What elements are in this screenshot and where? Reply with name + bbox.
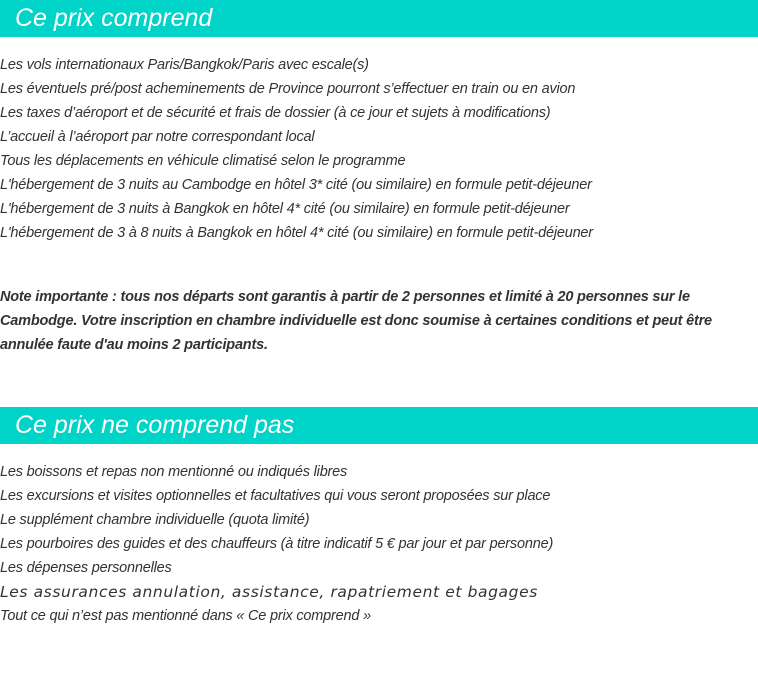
list-item: Le supplément chambre individuelle (quota limité) (0, 512, 310, 528)
includes-list (0, 53, 758, 245)
list-item: Tout ce qui n’est pas mentionné dans « Ce prix comprend » (0, 608, 371, 624)
list-item: Les vols internationaux Paris/Bangkok/Paris avec escale(s) (0, 57, 369, 73)
list-item: Les excursions et visites optionnelles et facultatives qui vous seront proposées sur place (0, 488, 551, 504)
excludes-list (0, 460, 758, 628)
list-item: L’accueil à l’aéroport par notre correspondant local (0, 129, 315, 145)
list-item: L'hébergement de 3 à 8 nuits à Bangkok en hôtel 4* cité (ou similaire) en formule petit-déjeuner (0, 225, 593, 241)
list-item: Les taxes d’aéroport et de sécurité et frais de dossier (à ce jour et sujets à modifications) (0, 105, 551, 121)
important-note: Note importante : tous nos départs sont garantis à partir de 2 personnes et limité à 20 personnes sur le Cambodge. Votre inscription en chambre individuelle est donc soumise à certaines conditions et peut être annulée faute d'au moins 2 participants. (0, 289, 712, 353)
includes-section-title: Ce prix comprend (0, 0, 758, 37)
list-item: L'hébergement de 3 nuits à Bangkok en hôtel 4* cité (ou similaire) en formule petit-déjeuner (0, 201, 570, 217)
list-item: Les boissons et repas non mentionné ou indiqués libres (0, 464, 348, 480)
list-item: Les pourboires des guides et des chauffeurs (à titre indicatif 5 € par jour et par personne) (0, 536, 554, 552)
list-item: Tous les déplacements en véhicule climatisé selon le programme (0, 153, 406, 169)
list-item: Les assurances annulation, assistance, rapatriement et bagages (0, 583, 538, 601)
list-item: Les éventuels pré/post acheminements de Province pourront s’effectuer en train ou en avion (0, 81, 576, 97)
list-item: Les dépenses personnelles (0, 560, 172, 576)
excludes-section-title: Ce prix ne comprend pas (0, 407, 758, 444)
list-item: L'hébergement de 3 nuits au Cambodge en hôtel 3* cité (ou similaire) en formule petit-déjeuner (0, 177, 592, 193)
